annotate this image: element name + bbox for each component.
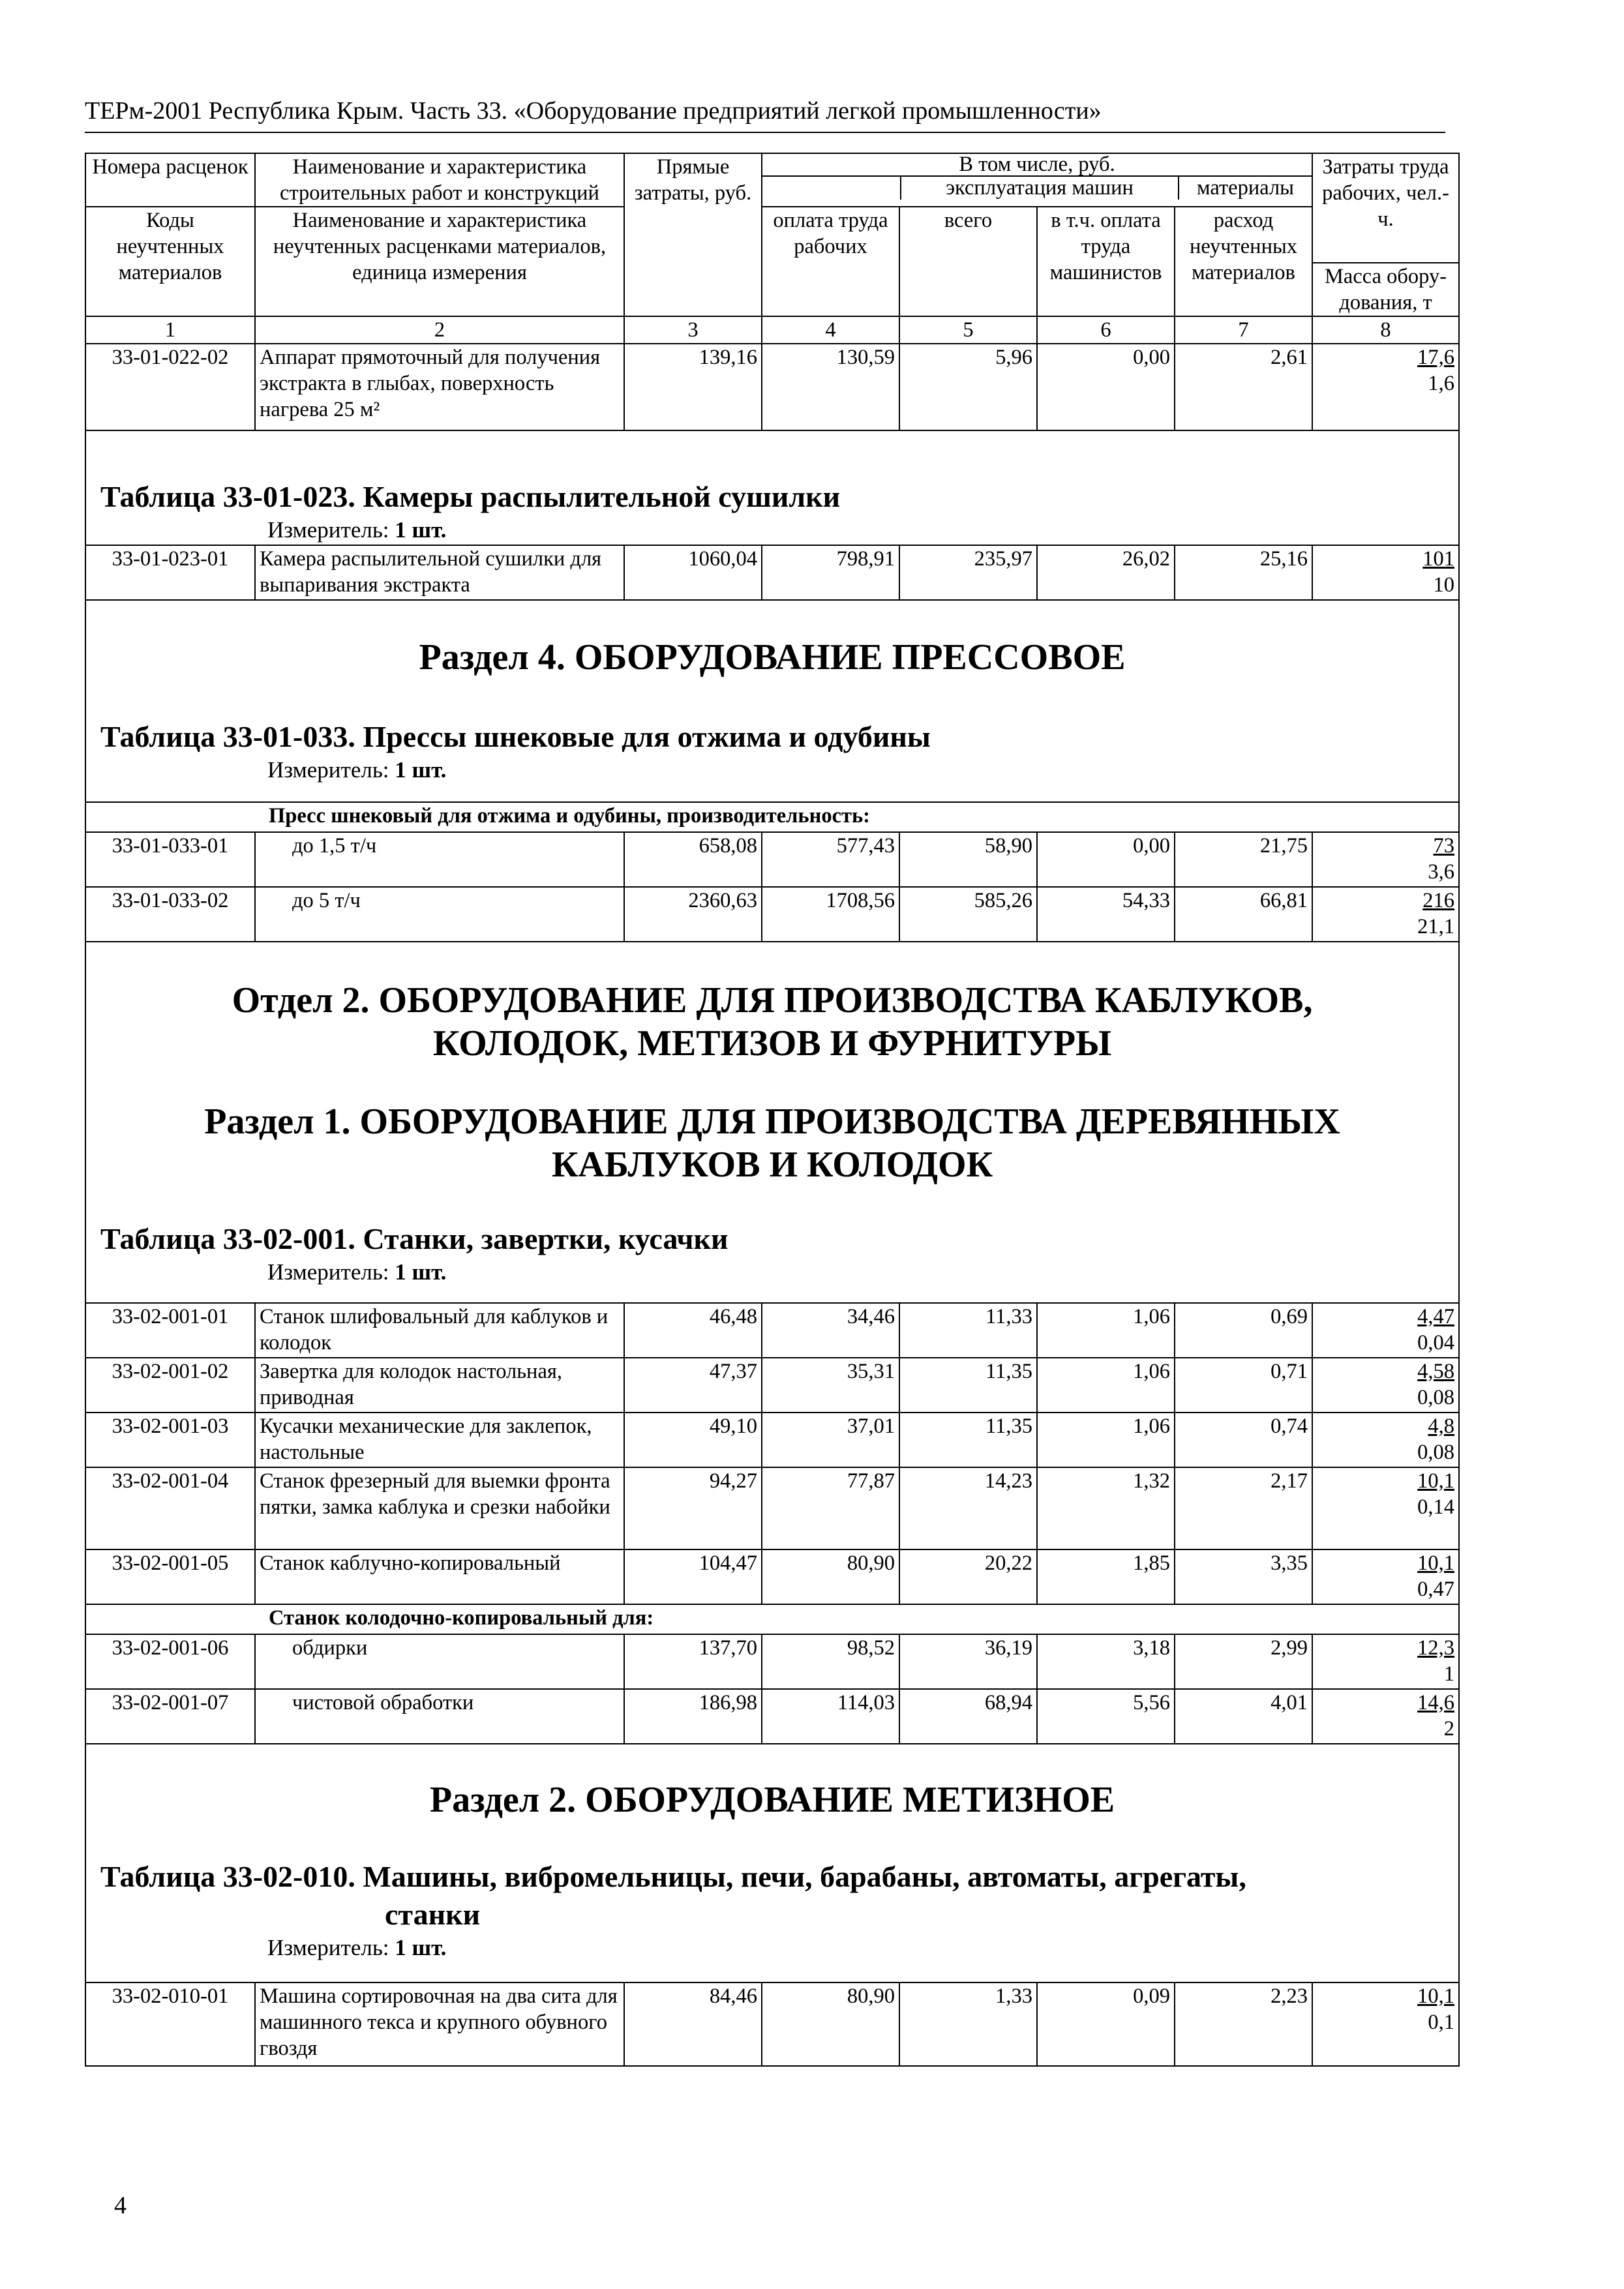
razdel-heading: Раздел 4. ОБОРУДОВАНИЕ ПРЕССОВОЕ [419, 637, 1126, 678]
row-code: 33-01-023-01 [85, 545, 255, 600]
col-num-5: 5 [899, 316, 1037, 344]
row-code: 33-02-001-06 [85, 1634, 255, 1689]
row-labor: 101 [1422, 547, 1455, 571]
table-row [85, 1982, 1459, 2066]
row-labor: 12,3 [1417, 1636, 1455, 1660]
row-machines-total: 11,33 [899, 1303, 1037, 1358]
row-name: Станок каблучно-копировальный [255, 1549, 624, 1604]
row-wages: 98,52 [762, 1634, 899, 1689]
row-mass: 0,08 [1417, 1441, 1455, 1464]
row-machines-total: 11,35 [899, 1413, 1037, 1467]
row-machinists-wages: 0,00 [1037, 832, 1175, 887]
row-materials: 3,35 [1175, 1549, 1312, 1604]
table-title-line1: Таблица 33-02-010. Машины, вибромельницы, печи, барабаны, автоматы, агрегаты, [100, 1860, 1246, 1893]
row-mass: 21,1 [1417, 915, 1455, 938]
section-otdel2 [85, 942, 1459, 1303]
table-row [85, 1689, 1459, 1744]
table-row [85, 344, 1459, 430]
razdel-heading-line2: КАБЛУКОВ И КОЛОДОК [551, 1144, 993, 1185]
header-labor: Затраты труда рабочих, чел.-ч. [1312, 153, 1459, 263]
row-machinists-wages: 1,06 [1037, 1303, 1175, 1358]
table-row [85, 1303, 1459, 1358]
row-code: 33-01-033-01 [85, 832, 255, 887]
row-labor: 17,6 [1417, 346, 1455, 369]
row-name: Аппарат прямоточный для получения экстракта в глыбах, поверхность нагрева 25 м² [255, 344, 624, 430]
table-title: Таблица 33-02-001. Станки, завертки, кусачки [100, 1222, 729, 1255]
row-wages: 37,01 [762, 1413, 899, 1467]
row-wages: 35,31 [762, 1358, 899, 1413]
row-labor-mass [1312, 1982, 1459, 2066]
row-code: 33-02-001-02 [85, 1358, 255, 1413]
row-code: 33-01-033-02 [85, 887, 255, 942]
table-title-line2: станки [385, 1898, 481, 1931]
razdel-heading-line1: Раздел 1. ОБОРУДОВАНИЕ ДЛЯ ПРОИЗВОДСТВА ДЕРЕВЯННЫХ [204, 1101, 1340, 1142]
header-incl-wages: в т.ч. оплата труда машинистов [1037, 207, 1175, 316]
row-wages: 77,87 [762, 1467, 899, 1549]
row-mass: 10 [1433, 573, 1455, 597]
meter [86, 1934, 1458, 1962]
header-total: всего [899, 207, 1037, 316]
row-name: до 1,5 т/ч [255, 832, 624, 887]
row-materials: 0,74 [1175, 1413, 1312, 1467]
table-row [85, 545, 1459, 600]
row-labor: 14,6 [1417, 1691, 1455, 1714]
row-machines-total: 235,97 [899, 545, 1037, 600]
row-code: 33-02-001-07 [85, 1689, 255, 1744]
row-materials: 21,75 [1175, 832, 1312, 887]
row-mass: 0,04 [1417, 1331, 1455, 1354]
row-direct: 47,37 [624, 1358, 762, 1413]
meter-label: Измеритель: [267, 517, 389, 543]
row-wages: 114,03 [762, 1689, 899, 1744]
header-materials-unacc: расход неучтенных материалов [1175, 207, 1312, 316]
subhead-row [85, 1604, 1459, 1634]
row-name: обдирки [255, 1634, 624, 1689]
row-machines-total: 11,35 [899, 1358, 1037, 1413]
header-machines: эксплуатация машин [901, 177, 1179, 200]
row-wages: 577,43 [762, 832, 899, 887]
row-code: 33-02-001-01 [85, 1303, 255, 1358]
table-title: Таблица 33-01-033. Прессы шнековые для отжима и одубины [100, 720, 931, 753]
row-code: 33-02-001-03 [85, 1413, 255, 1467]
row-direct: 186,98 [624, 1689, 762, 1744]
row-direct: 49,10 [624, 1413, 762, 1467]
row-mass: 0,14 [1417, 1495, 1455, 1519]
row-labor-mass [1312, 887, 1459, 942]
row-labor: 10,1 [1417, 1551, 1455, 1575]
row-machinists-wages: 0,00 [1037, 344, 1175, 430]
meter [86, 1258, 1458, 1287]
row-machinists-wages: 3,18 [1037, 1634, 1175, 1689]
row-direct: 137,70 [624, 1634, 762, 1689]
meter [86, 756, 1458, 785]
row-materials: 2,99 [1175, 1634, 1312, 1689]
row-materials: 0,69 [1175, 1303, 1312, 1358]
row-labor-mass [1312, 1303, 1459, 1358]
row-name: до 5 т/ч [255, 887, 624, 942]
row-name: Камера распылительной сушилки для выпаривания экстракта [255, 545, 624, 600]
row-machines-total: 585,26 [899, 887, 1037, 942]
row-code: 33-02-010-01 [85, 1982, 255, 2066]
row-labor: 216 [1422, 889, 1455, 912]
row-labor-mass [1312, 1549, 1459, 1604]
table-row [85, 1634, 1459, 1689]
header-direct: Прямые затраты, руб. [624, 153, 762, 316]
col-num-8: 8 [1312, 316, 1459, 344]
row-name: Станок фрезерный для выемки фронта пятки, замка каблука и срезки набойки [255, 1467, 624, 1549]
row-name: Машина сортировочная на два сита для машинного текса и крупного обувного гвоздя [255, 1982, 624, 2066]
row-direct: 658,08 [624, 832, 762, 887]
meter-label: Измеритель: [267, 1259, 389, 1285]
row-mass: 1 [1443, 1662, 1455, 1686]
row-machines-total: 1,33 [899, 1982, 1037, 2066]
meter-value: 1 шт. [395, 757, 447, 783]
row-wages: 1708,56 [762, 887, 899, 942]
meter-label: Измеритель: [267, 757, 389, 783]
row-materials: 66,81 [1175, 887, 1312, 942]
row-mass: 0,47 [1417, 1578, 1455, 1601]
col-num-2: 2 [255, 316, 624, 344]
table-row [85, 1413, 1459, 1467]
row-mass: 3,6 [1428, 860, 1455, 884]
row-labor: 4,47 [1417, 1305, 1455, 1328]
table-row [85, 887, 1459, 942]
row-labor: 4,8 [1428, 1414, 1455, 1438]
row-labor-mass [1312, 832, 1459, 887]
row-materials: 0,71 [1175, 1358, 1312, 1413]
row-machinists-wages: 5,56 [1037, 1689, 1175, 1744]
row-direct: 84,46 [624, 1982, 762, 2066]
row-machines-total: 36,19 [899, 1634, 1037, 1689]
otdel-heading-line1: Отдел 2. ОБОРУДОВАНИЕ ДЛЯ ПРОИЗВОДСТВА КАБЛУКОВ, [232, 980, 1313, 1021]
row-direct: 139,16 [624, 344, 762, 430]
row-machines-total: 58,90 [899, 832, 1037, 887]
row-labor-mass [1312, 344, 1459, 430]
col-num-3: 3 [624, 316, 762, 344]
meter-label: Измеритель: [267, 1935, 389, 1960]
row-machinists-wages: 0,09 [1037, 1982, 1175, 2066]
row-machinists-wages: 1,32 [1037, 1467, 1175, 1549]
row-wages: 130,59 [762, 344, 899, 430]
header-numbers-row [85, 316, 1459, 344]
table-row [85, 832, 1459, 887]
page-number: 4 [114, 2192, 127, 2219]
table-row [85, 1549, 1459, 1604]
row-labor-mass [1312, 1689, 1459, 1744]
row-materials: 2,61 [1175, 344, 1312, 430]
razdel-heading: Раздел 2. ОБОРУДОВАНИЕ МЕТИЗНОЕ [429, 1780, 1115, 1820]
row-materials: 25,16 [1175, 545, 1312, 600]
col-num-6: 6 [1037, 316, 1175, 344]
row-labor-mass [1312, 545, 1459, 600]
row-mass: 0,1 [1428, 2011, 1455, 2034]
header-mass: Масса обору-дования, т [1312, 263, 1459, 316]
row-code: 33-01-022-02 [85, 344, 255, 430]
header-wages: оплата труда рабочих [762, 207, 899, 316]
row-machines-total: 5,96 [899, 344, 1037, 430]
row-direct: 2360,63 [624, 887, 762, 942]
meter-value: 1 шт. [395, 517, 447, 543]
meter-value: 1 шт. [395, 1259, 447, 1285]
row-code: 33-02-001-04 [85, 1467, 255, 1549]
row-direct: 104,47 [624, 1549, 762, 1604]
row-mass: 1,6 [1428, 372, 1455, 395]
header-name-bottom: Наименование и характеристика неучтенных расценками материалов, единица измерения [255, 207, 624, 316]
section-razdel4 [85, 600, 1459, 802]
row-name: Завертка для колодок настольная, приводная [255, 1358, 624, 1413]
row-wages: 80,90 [762, 1982, 899, 2066]
header-codes-top: Номера расценок [85, 153, 255, 207]
row-labor: 10,1 [1417, 1984, 1455, 2008]
col-num-7: 7 [1175, 316, 1312, 344]
row-labor: 4,58 [1417, 1360, 1455, 1383]
row-machines-total: 14,23 [899, 1467, 1037, 1549]
row-direct: 46,48 [624, 1303, 762, 1358]
row-machinists-wages: 1,06 [1037, 1413, 1175, 1467]
subhead: Станок колодочно-копировальный для: [269, 1606, 654, 1630]
running-head: ТЕРм-2001 Республика Крым. Часть 33. «Оборудование предприятий легкой промышленности» [85, 97, 1445, 133]
row-labor-mass [1312, 1634, 1459, 1689]
row-name: Станок шлифовальный для каблуков и колодок [255, 1303, 624, 1358]
table-row [85, 1467, 1459, 1549]
header-row-2 [85, 207, 1459, 263]
table-row [85, 1358, 1459, 1413]
section-razdel2 [85, 1744, 1459, 1982]
row-materials: 2,23 [1175, 1982, 1312, 2066]
row-labor-mass [1312, 1358, 1459, 1413]
header-materials: материалы [1197, 176, 1294, 200]
header-incl: В том числе, руб. [762, 154, 1312, 177]
col-num-1: 1 [85, 316, 255, 344]
row-machinists-wages: 26,02 [1037, 545, 1175, 600]
otdel-heading-line2: КОЛОДОК, МЕТИЗОВ И ФУРНИТУРЫ [432, 1023, 1112, 1064]
row-labor-mass [1312, 1467, 1459, 1549]
header-incl-group [762, 153, 1312, 207]
row-wages: 34,46 [762, 1303, 899, 1358]
row-mass: 2 [1443, 1717, 1455, 1741]
header-codes-bottom: Коды неучтенных материалов [85, 207, 255, 316]
row-mass: 0,08 [1417, 1386, 1455, 1409]
row-labor: 73 [1433, 834, 1455, 858]
row-code: 33-02-001-05 [85, 1549, 255, 1604]
section-t023 [85, 430, 1459, 545]
row-materials: 4,01 [1175, 1689, 1312, 1744]
meter-value: 1 шт. [395, 1935, 447, 1960]
table-title: Таблица 33-01-023. Камеры распылительной сушилки [100, 480, 841, 513]
header-row-1 [85, 153, 1459, 207]
row-direct: 1060,04 [624, 545, 762, 600]
row-name: Кусачки механические для заклепок, настольные [255, 1413, 624, 1467]
meter [86, 516, 1458, 545]
row-machinists-wages: 54,33 [1037, 887, 1175, 942]
row-wages: 798,91 [762, 545, 899, 600]
row-labor: 10,1 [1417, 1469, 1455, 1493]
row-machines-total: 20,22 [899, 1549, 1037, 1604]
subhead: Пресс шнековый для отжима и одубины, производительность: [269, 804, 870, 828]
row-machinists-wages: 1,85 [1037, 1549, 1175, 1604]
row-name: чистовой обработки [255, 1689, 624, 1744]
price-table [85, 153, 1460, 2067]
row-machinists-wages: 1,06 [1037, 1358, 1175, 1413]
row-labor-mass [1312, 1413, 1459, 1467]
col-num-4: 4 [762, 316, 899, 344]
subhead-row [85, 802, 1459, 832]
row-machines-total: 68,94 [899, 1689, 1037, 1744]
row-materials: 2,17 [1175, 1467, 1312, 1549]
row-direct: 94,27 [624, 1467, 762, 1549]
row-wages: 80,90 [762, 1549, 899, 1604]
header-name-top: Наименование и характеристика строительных работ и конструкций [255, 153, 624, 207]
